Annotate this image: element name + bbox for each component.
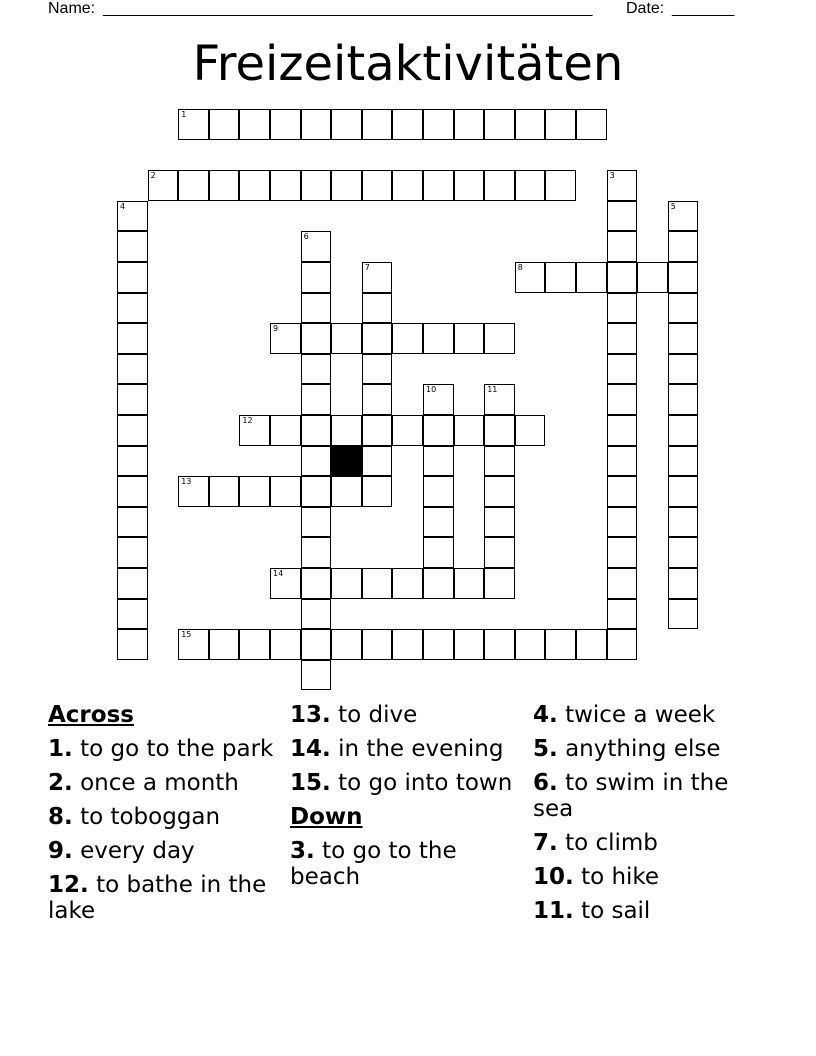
clue-down-5: 5. anything else: [533, 736, 721, 762]
crossword-cell[interactable]: [668, 537, 699, 568]
clue-across-15: 15. to go into town: [290, 770, 513, 796]
crossword-cell[interactable]: [423, 629, 454, 660]
name-line[interactable]: _______________________________________________________: [103, 0, 593, 17]
cell-number: 4: [120, 201, 126, 211]
crossword-cell[interactable]: [668, 231, 699, 262]
cell-number: 8: [517, 263, 523, 272]
crossword-cell[interactable]: [607, 568, 638, 599]
page-title: Freizeitaktivitäten: [192, 36, 624, 92]
crossword-cell[interactable]: [668, 568, 699, 599]
crossword-cell[interactable]: [454, 323, 485, 354]
crossword-cell[interactable]: [362, 323, 393, 354]
crossword-cell[interactable]: [545, 170, 576, 201]
crossword-cell[interactable]: [239, 415, 270, 446]
crossword-cell[interactable]: [117, 201, 148, 232]
crossword-cell[interactable]: [423, 476, 454, 507]
crossword-cell[interactable]: [668, 201, 699, 232]
crossword-cell[interactable]: [362, 568, 393, 599]
crossword-cell[interactable]: [607, 262, 638, 293]
crossword-cell[interactable]: [545, 629, 576, 660]
crossword-cell[interactable]: [331, 415, 362, 446]
crossword-cell[interactable]: [392, 415, 423, 446]
crossword-cell[interactable]: [178, 170, 209, 201]
crossword-cell[interactable]: [117, 323, 148, 354]
crossword-cell[interactable]: [423, 109, 454, 140]
cell-number: 11: [487, 385, 498, 395]
clue-down-11: 11. to sail: [533, 898, 651, 924]
crossword-cell[interactable]: [515, 415, 546, 446]
crossword-cell[interactable]: [301, 170, 332, 201]
crossword-cell[interactable]: [209, 170, 240, 201]
crossword-cell[interactable]: [484, 170, 515, 201]
crossword-cell[interactable]: [270, 568, 301, 599]
crossword-cell[interactable]: [362, 629, 393, 660]
crossword-cell[interactable]: [454, 170, 485, 201]
crossword-cell[interactable]: [301, 384, 332, 415]
crossword-cell[interactable]: [392, 170, 423, 201]
crossword-cell[interactable]: [423, 415, 454, 446]
crossword-cell[interactable]: [178, 109, 209, 140]
crossword-cell[interactable]: [301, 629, 332, 660]
clue-down-3: 3. to go to the beach: [290, 838, 457, 890]
cell-number: 13: [181, 477, 192, 487]
crossword-cell[interactable]: [392, 323, 423, 354]
crossword-cell[interactable]: [484, 446, 515, 477]
crossword-cell[interactable]: [270, 476, 301, 507]
crossword-cell[interactable]: [117, 599, 148, 630]
crossword-cell[interactable]: [331, 323, 362, 354]
crossword-cell[interactable]: [576, 262, 607, 293]
crossword-cell[interactable]: [607, 507, 638, 538]
cell-number: 12: [242, 416, 253, 425]
crossword-cell[interactable]: [301, 354, 332, 385]
crossword-cell[interactable]: [117, 354, 148, 385]
crossword-cell[interactable]: [607, 599, 638, 630]
crossword-cell[interactable]: [362, 384, 393, 415]
crossword-cell[interactable]: [392, 568, 423, 599]
crossword-cell[interactable]: [545, 109, 576, 140]
crossword-cell[interactable]: [423, 537, 454, 568]
worksheet-header: [0, 0, 816, 20]
crossword-cell[interactable]: [545, 262, 576, 293]
crossword-cell[interactable]: [668, 476, 699, 507]
crossword-cell[interactable]: [117, 507, 148, 538]
crossword-cell[interactable]: [607, 293, 638, 324]
crossword-cell[interactable]: [607, 446, 638, 477]
crossword-cell[interactable]: [362, 293, 393, 324]
crossword-cell[interactable]: [484, 384, 515, 415]
date-line[interactable]: _______: [672, 0, 735, 17]
crossword-cell[interactable]: [301, 323, 332, 354]
clue-across-9: 9. every day: [48, 838, 195, 864]
crossword-cell[interactable]: [607, 231, 638, 262]
crossword-cell[interactable]: [117, 446, 148, 477]
crossword-cell[interactable]: [331, 109, 362, 140]
clues-column-3: [533, 702, 773, 932]
cell-number: 1: [181, 110, 187, 119]
crossword-cell[interactable]: [301, 262, 332, 293]
clues-column-2: [290, 702, 530, 898]
clue-down-6: 6. to swim in the sea: [533, 770, 729, 822]
crossword-cell[interactable]: [301, 446, 332, 477]
crossword-cell[interactable]: [392, 109, 423, 140]
crossword-cell[interactable]: [484, 568, 515, 599]
crossword-cell[interactable]: [362, 415, 393, 446]
clue-down-7: 7. to climb: [533, 830, 658, 856]
crossword-cell[interactable]: [301, 109, 332, 140]
crossword-cell[interactable]: [607, 201, 638, 232]
crossword-cell[interactable]: [331, 629, 362, 660]
crossword-cell[interactable]: [239, 109, 270, 140]
crossword-cell[interactable]: [423, 384, 454, 415]
crossword-cell[interactable]: [362, 446, 393, 477]
crossword-cell[interactable]: [607, 323, 638, 354]
crossword-cell[interactable]: [117, 231, 148, 262]
crossword-cell[interactable]: [484, 476, 515, 507]
across-heading: Across: [48, 702, 134, 728]
crossword-cell[interactable]: [607, 629, 638, 660]
crossword-cell[interactable]: [301, 568, 332, 599]
crossword-cell[interactable]: [270, 323, 301, 354]
crossword-cell[interactable]: [423, 170, 454, 201]
crossword-cell[interactable]: [668, 323, 699, 354]
cell-number: 5: [670, 201, 676, 211]
crossword-cell[interactable]: [117, 476, 148, 507]
crossword-cell[interactable]: [454, 629, 485, 660]
cell-number: 15: [181, 630, 192, 640]
crossword-cell[interactable]: [270, 629, 301, 660]
crossword-cell[interactable]: [668, 293, 699, 324]
crossword-cell[interactable]: [454, 109, 485, 140]
crossword-cell[interactable]: [454, 568, 485, 599]
crossword-cell[interactable]: [423, 446, 454, 477]
crossword-cell[interactable]: [668, 446, 699, 477]
crossword-cell[interactable]: [117, 629, 148, 660]
crossword-cell[interactable]: [117, 537, 148, 568]
down-heading: Down: [290, 804, 363, 830]
crossword-cell[interactable]: [576, 629, 607, 660]
crossword-cell[interactable]: [423, 568, 454, 599]
crossword-cell[interactable]: [209, 629, 240, 660]
crossword-cell[interactable]: [270, 109, 301, 140]
cell-number: 6: [303, 232, 309, 242]
crossword-cell[interactable]: [484, 629, 515, 660]
crossword-cell[interactable]: [301, 507, 332, 538]
crossword-cell[interactable]: [607, 415, 638, 446]
crossword-cell[interactable]: [484, 537, 515, 568]
crossword-cell[interactable]: [331, 170, 362, 201]
crossword-cell[interactable]: [178, 629, 209, 660]
crossword-cell[interactable]: [423, 323, 454, 354]
clue-down-10: 10. to hike: [533, 864, 660, 890]
crossword-cell[interactable]: [454, 415, 485, 446]
crossword-cell[interactable]: [239, 629, 270, 660]
clue-across-13: 13. to dive: [290, 702, 418, 728]
crossword-cell[interactable]: [301, 537, 332, 568]
crossword-cell[interactable]: [117, 293, 148, 324]
cell-number: 3: [609, 171, 615, 181]
cell-number: 14: [273, 569, 284, 578]
crossword-cell[interactable]: [362, 476, 393, 507]
crossword-cell[interactable]: [301, 599, 332, 630]
crossword-cell[interactable]: [637, 262, 668, 293]
cell-number: 9: [273, 324, 279, 334]
crossword-cell[interactable]: [270, 415, 301, 446]
crossword-cell[interactable]: [607, 476, 638, 507]
cell-number: 10: [426, 385, 437, 395]
crossword-cell[interactable]: [117, 384, 148, 415]
crossword-cell[interactable]: [515, 629, 546, 660]
crossword-cell[interactable]: [515, 262, 546, 293]
cell-number: 2: [150, 171, 156, 181]
crossword-cell[interactable]: [362, 170, 393, 201]
crossword-cell[interactable]: [239, 170, 270, 201]
black-square: [331, 446, 362, 477]
crossword-cell[interactable]: [607, 354, 638, 385]
clue-across-14: 14. in the evening: [290, 736, 504, 762]
crossword-cell[interactable]: [148, 170, 179, 201]
crossword-cell[interactable]: [423, 507, 454, 538]
crossword-cell[interactable]: [209, 476, 240, 507]
crossword-cell[interactable]: [668, 415, 699, 446]
crossword-cell[interactable]: [117, 415, 148, 446]
crossword-cell[interactable]: [331, 476, 362, 507]
crossword-cell[interactable]: [239, 476, 270, 507]
crossword-cell[interactable]: [301, 415, 332, 446]
crossword-cell[interactable]: [178, 476, 209, 507]
crossword-cell[interactable]: [301, 231, 332, 262]
clues-column-1: [48, 702, 288, 932]
clue-down-4: 4. twice a week: [533, 702, 716, 728]
crossword-cell[interactable]: [515, 170, 546, 201]
crossword-cell[interactable]: [362, 109, 393, 140]
name-label: Name:: [48, 0, 96, 17]
crossword-cell[interactable]: [607, 537, 638, 568]
date-label: Date:: [626, 0, 665, 17]
clue-across-2: 2. once a month: [48, 770, 239, 796]
crossword-cell[interactable]: [484, 109, 515, 140]
crossword-cell[interactable]: [576, 109, 607, 140]
clue-across-12: 12. to bathe in the lake: [48, 872, 267, 924]
crossword-cell[interactable]: [362, 262, 393, 293]
crossword-cell[interactable]: [117, 262, 148, 293]
crossword-cell[interactable]: [209, 109, 240, 140]
crossword-cell[interactable]: [515, 109, 546, 140]
clue-across-8: 8. to toboggan: [48, 804, 221, 830]
crossword-cell[interactable]: [607, 384, 638, 415]
crossword-cell[interactable]: [301, 660, 332, 691]
crossword-cell[interactable]: [668, 262, 699, 293]
crossword-cell[interactable]: [668, 354, 699, 385]
crossword-cell[interactable]: [668, 599, 699, 630]
crossword-cell[interactable]: [301, 476, 332, 507]
crossword-cell[interactable]: [392, 629, 423, 660]
crossword-cell[interactable]: [668, 384, 699, 415]
crossword-cell[interactable]: [331, 568, 362, 599]
crossword-cell[interactable]: [484, 507, 515, 538]
crossword-cell[interactable]: [607, 170, 638, 201]
crossword-cell[interactable]: [362, 354, 393, 385]
crossword-cell[interactable]: [668, 507, 699, 538]
crossword-cell[interactable]: [484, 415, 515, 446]
crossword-cell[interactable]: [301, 293, 332, 324]
crossword-cell[interactable]: [484, 323, 515, 354]
crossword-cell[interactable]: [117, 568, 148, 599]
cell-number: 7: [364, 263, 370, 272]
clue-across-1: 1. to go to the park: [48, 736, 274, 762]
crossword-cell[interactable]: [270, 170, 301, 201]
